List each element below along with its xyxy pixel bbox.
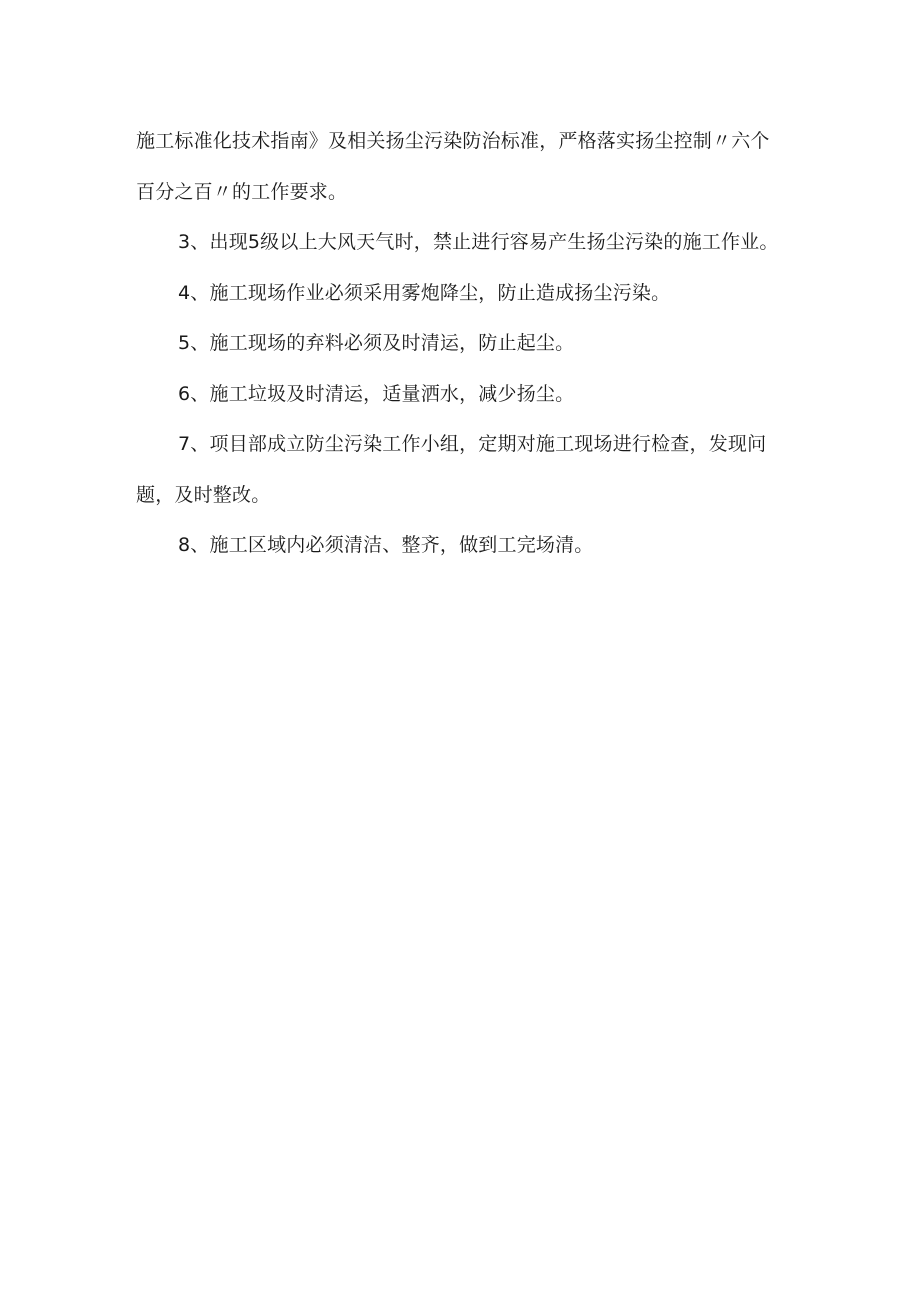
- document-body: [136, 116, 786, 571]
- paragraph-item-8: 8、施工区域内必须清洁、整齐，做到工完场清。: [178, 534, 594, 556]
- paragraph-item-7: 7、项目部成立防尘污染工作小组，定期对施工现场进行检查，发现问题，及时整改。: [136, 433, 767, 506]
- paragraph-item-6: 6、施工垃圾及时清运，适量洒水，减少扬尘。: [178, 382, 575, 405]
- paragraph-item-5: 5、施工现场的弃料必须及时清运，防止起尘。: [178, 332, 575, 354]
- paragraph-item-3: 3、出现5级以上大风天气时，禁止进行容易产生扬尘污染的施工作业。: [178, 231, 779, 253]
- paragraph-continuation: 施工标准化技术指南》及相关扬尘污染防治标准，严格落实扬尘控制〃六个百分之百〃的工作要求。: [136, 130, 770, 203]
- paragraph-item-4: 4、施工现场作业必须采用雾炮降尘，防止造成扬尘污染。: [178, 281, 671, 304]
